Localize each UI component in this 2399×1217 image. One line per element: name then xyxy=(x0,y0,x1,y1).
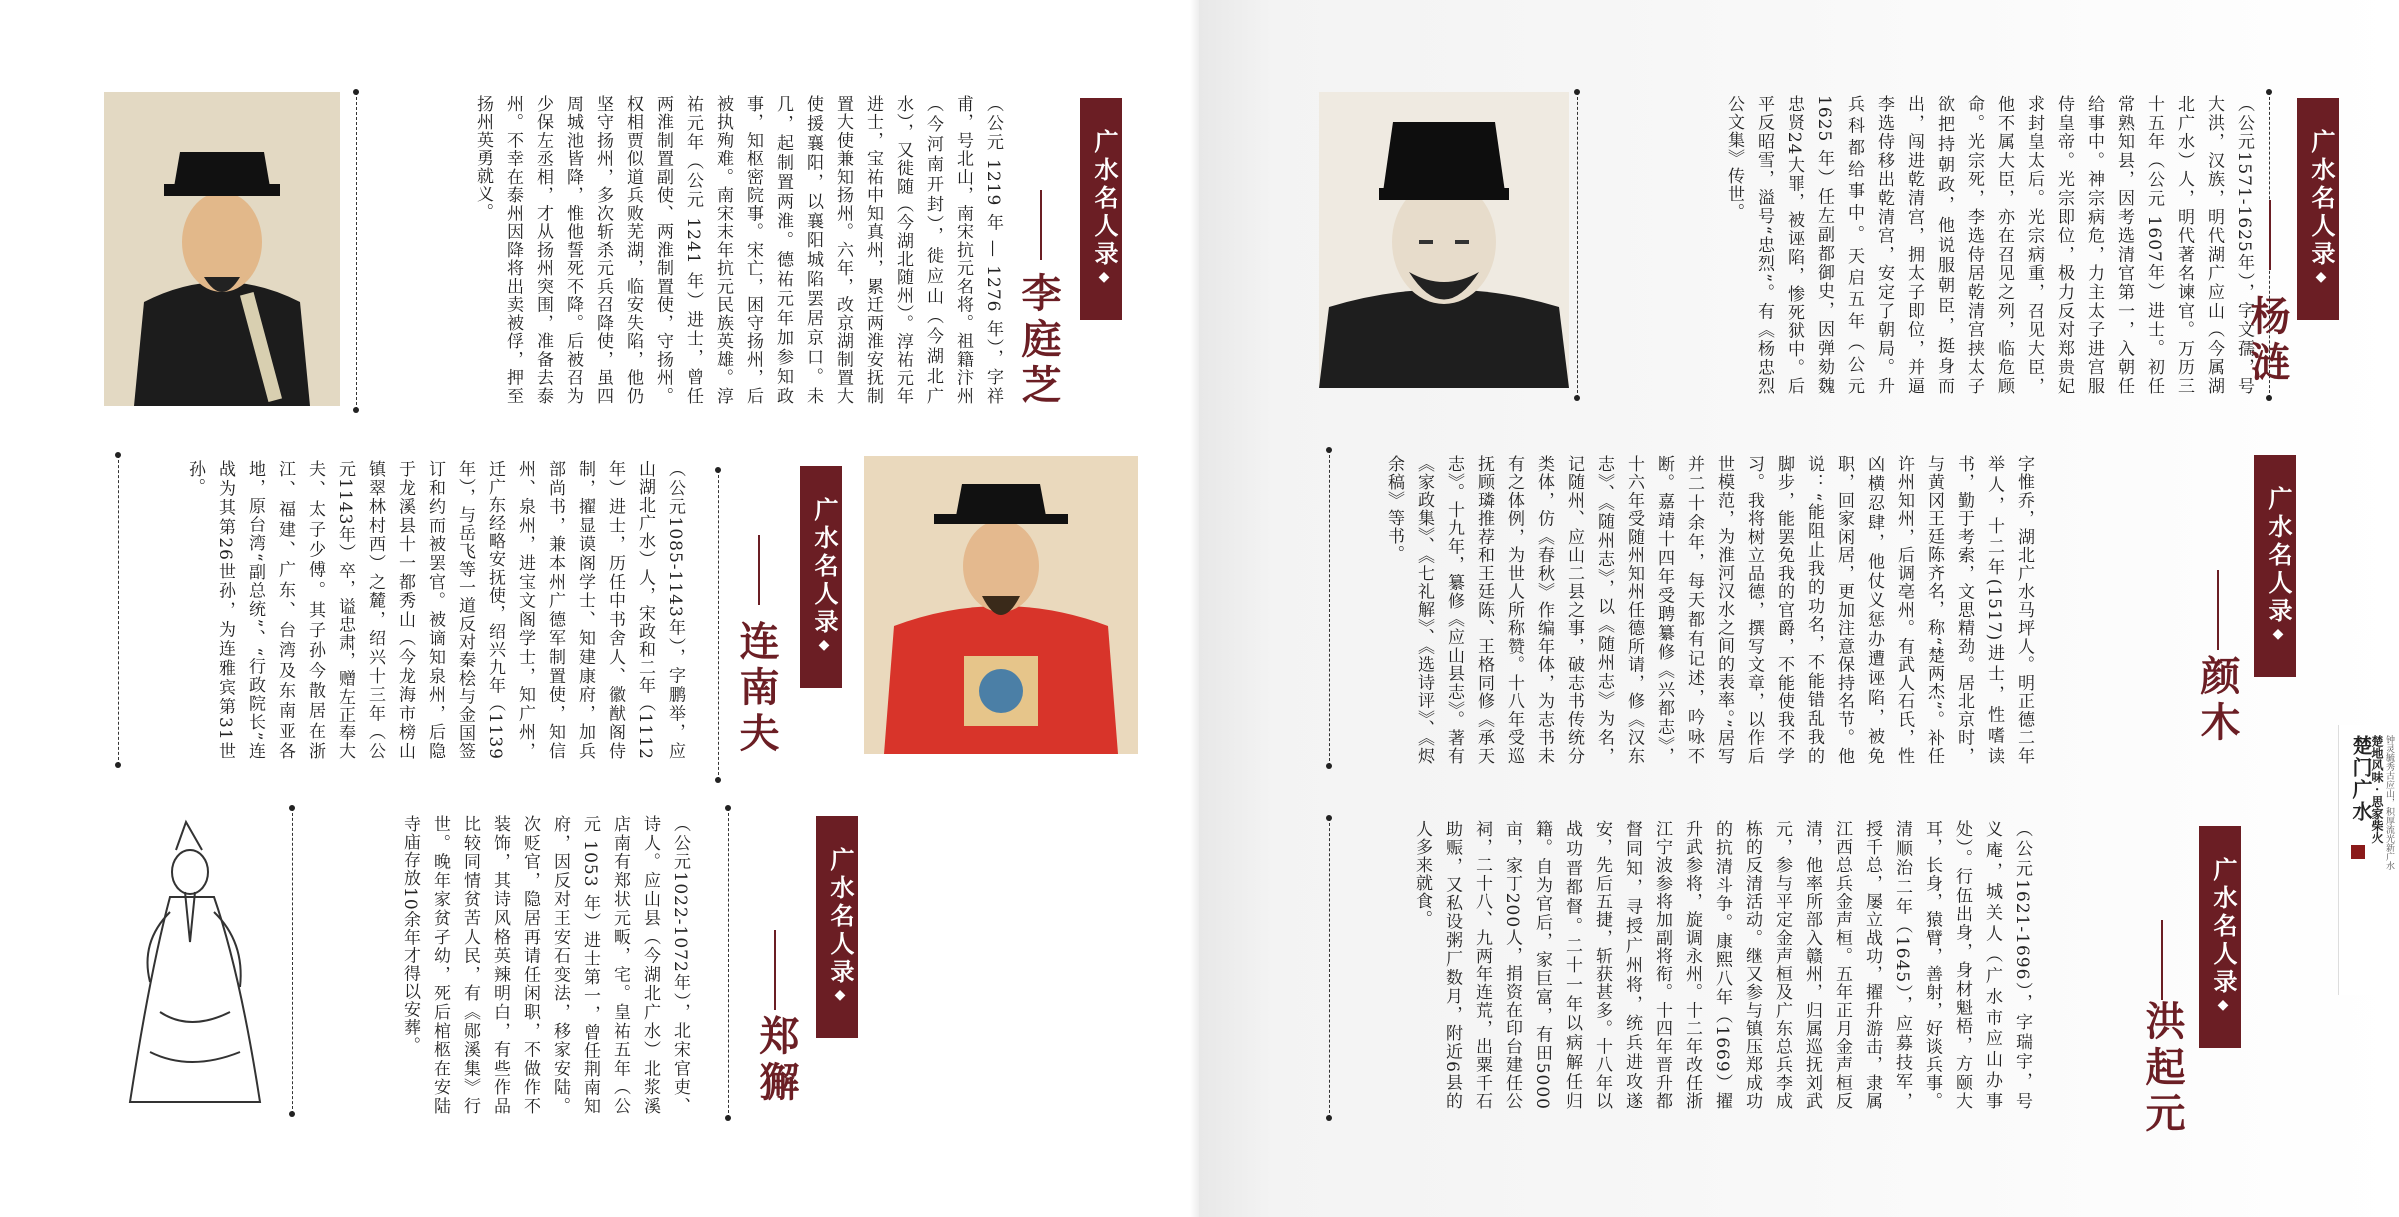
li-tingzhi-banner xyxy=(1080,98,1122,320)
yang-lian-banner-label: 广水名人录 xyxy=(2307,129,2336,269)
zheng-xie-figure-icon xyxy=(90,812,300,1114)
side-tab-seal-icon xyxy=(2351,845,2365,859)
li-tingzhi-portrait xyxy=(104,92,340,406)
yang-lian-figure-icon xyxy=(1319,92,1569,388)
lian-nanfu-divider-right xyxy=(718,470,719,780)
hong-qiyuan-banner xyxy=(2199,826,2241,1048)
lian-nanfu-bio: （公元1085-1143年），字鹏举，应山湖北广水）人，宋政和二年（1112年）进士，历任中书舍人、徽猷阁侍制，擢显谟阁学士、知建康府，加兵部尚书，兼本州广德军制置使，知信州、泉州，进宝文阁学士，知广州，迁广东经略安抚使，绍兴九年（1139年），与岳飞等一道反对秦桧与金国签订和约而被罢官。被谪知泉州，后隐于龙溪县十一都秀山（今龙海市榜山镇翠林村西）之麓，绍兴十三年（公元1143年）卒，谥忠肃，赠左正奉大夫、太子少傅。其子孙今散居在浙江、福建、广东、台湾及东南亚各地，原台湾“副总统”、“行政院长”连战为其第26世孙，为连雅宾第31世孙。 xyxy=(185,460,685,760)
yang-lian-name-dash xyxy=(2269,200,2271,270)
yang-lian-divider-left xyxy=(1577,92,1578,398)
zheng-xie-name: 郑獬 xyxy=(753,1015,800,1107)
li-tingzhi-figure-icon xyxy=(104,92,340,406)
yan-mu-bio: 字惟乔，湖北广水马坪人。明正德二年举人，十二年(1517)进士，性嗜读书，勤于考索，文思精劲。居北京时，与黄冈王廷陈齐名，称“楚两杰”。补任许州知州，后调亳州。有武人石氏，性凶横忍肆，他仗义惩办遭诬陷，被免职，回家闲居，更加注意保持名节。他说：“能阻止我的功名，不能错乱我的脚步，能罢免我的官爵，不能使我不学习。我将树立品德，撰写文章，以作后世模范，为淮河汉水之间的表率。”居写并二十余年，每天都有记述，吟咏不断。嘉靖十四年受聘纂修《兴都志》，十六年受随州知州任德所请，修《汉东志》、《随州志》，以《随州志》为名，记随州、应山二县之事，破志书传统分类体，仿《春秋》作编年体，为志书未有之体例，为世人所称赞。十八年受巡抚顾璘推荐和王廷陈、王格同修《承天志》。十九年，纂修《应山县志》。著有《家政集》、《七礼解》、《选诗评》、《烬余稿》等书。 xyxy=(1384,455,2034,765)
zheng-xie-name-dash xyxy=(774,930,776,1010)
side-tab-logo: 楚门广水 xyxy=(2349,735,2373,823)
lian-nanfu-banner-label: 广水名人录 xyxy=(810,497,839,637)
side-tab-subtitle: 钟灵毓秀古应山，积厚流光新广水 xyxy=(2384,735,2394,870)
li-tingzhi-banner-diamond-icon: ◆ xyxy=(1096,269,1112,289)
hong-qiyuan-name-dash xyxy=(2161,920,2163,1000)
li-tingzhi-name: 李庭芝 xyxy=(1015,272,1062,410)
yang-lian-portrait xyxy=(1319,92,1569,388)
zheng-xie-portrait xyxy=(90,812,300,1114)
lian-nanfu-figure-icon xyxy=(864,456,1138,754)
hong-qiyuan-bio: （公元1621-1696），字瑞宇，号义庵，城关人（广水市应山办事处）。行伍出身，身材魁梧，方颐大耳，长身，猿臂，善射，好谈兵事。清顺治二年（1645），应募技军，授千总，屡立战功，擢升游击，隶属江西总兵金声桓。五年正月金声桓反清，他率所部入赣州，归属巡抚刘武元，参与平定金声桓及广东总兵李成栋的反清活动。继又参与镇压郑成功的抗清斗争。康熙八年（1669）擢升武参将，旋调永州。十二年改任浙江宁波参将加副将衔。十四年晋升都督同知，寻授广州将，统兵进攻遂安，先后五捷，斩获甚多。十八年以战功晋都督。二十一年以病解任归籍。自为官后，家巨富，有田5000亩，家丁200人，捐资在印台建任公祠，二十八、九两年连荒，出粟千石助赈，又私设粥厂数月，附近6县的人多来就食。 xyxy=(1412,820,2032,1110)
yan-mu-divider-left xyxy=(1329,450,1330,766)
lian-nanfu-name-dash xyxy=(758,535,760,605)
zheng-xie-banner-diamond-icon: ◆ xyxy=(832,987,848,1007)
yang-lian-banner xyxy=(2297,98,2339,320)
hong-qiyuan-divider-left xyxy=(1329,818,1330,1118)
side-tab-slogan: 楚地风味 · 思家柴火 xyxy=(2370,735,2384,844)
li-tingzhi-banner-label: 广水名人录 xyxy=(1090,129,1119,269)
hong-qiyuan-banner-diamond-icon: ◆ xyxy=(2215,997,2231,1017)
zheng-xie-divider-left xyxy=(292,808,293,1114)
right-page xyxy=(1199,0,2398,1217)
lian-nanfu-divider xyxy=(118,455,119,765)
zheng-xie-bio: （公元1022-1072年），北宋官吏、诗人。应山县（今湖北广水）北浆溪店南有郑状元畈，宅。皇祐五年（公元 1053 年）进士第一，曾任荆南知府，因反对王安石变法，移家安陆。次贬官，隐居再请任闲职，不做作不装饰，其诗风格英辣明白，有些作品比较同情贫苦人民，有《郧溪集》行世。晚年家贫孑幼，死后棺柩在安陆寺庙存放10余年才得以安葬。 xyxy=(400,815,690,1115)
yang-lian-name: 杨涟 xyxy=(2244,295,2291,387)
zheng-xie-banner xyxy=(816,816,858,1038)
yan-mu-name: 颜木 xyxy=(2194,655,2241,747)
side-tab xyxy=(2338,725,2399,995)
li-tingzhi-name-dash xyxy=(1040,190,1042,260)
yang-lian-bio: （公元1571-1625年），字文孺，号大洪，汉族，明代湖广应山（今属湖北广水）人，明代著名谏官。万历三十五年（公元 1607年）进士。初任常熟知县，因考选清官第一，入朝任给事中。神宗病危，力主太子进宫服侍皇帝。光宗即位，极力反对郑贵妃求封皇太后。光宗病重，召见大臣，他不属大臣，亦在召见之列，临危顾命。光宗死，李选侍居乾清宫挟太子欲把持朝政，他说服朝臣，挺身而出，闯进乾清宫，拥太子即位，并逼李选侍移出乾清宫，安定了朝局。升兵科都给事中。天启五年（公元 1625 年）任左副都御史，因弹劾魏忠贤24大罪，被诬陷，惨死狱中。后平反昭雪，溢号“忠烈”。有《杨忠烈公文集》传世。 xyxy=(1724,95,2254,395)
hong-qiyuan-banner-label: 广水名人录 xyxy=(2209,857,2238,997)
lian-nanfu-name: 连南夫 xyxy=(733,620,780,758)
zheng-xie-banner-label: 广水名人录 xyxy=(826,847,855,987)
li-tingzhi-bio: （公元 1219 年 — 1276 年），字祥甫，号北山，南宋抗元名将。祖籍汴州（今河南开封），徙应山（今湖北广水），又徙随（今湖北随州）。淳祐元年进士，宝祐中知真州，累迁两淮安抚制置大使兼知扬州。六年，改京湖制置大使援襄阳，以襄阳城陷罢居京口。未几，起制置两淮。德祐元年加参知政事，知枢密院事。宋亡，困守扬州，后被执殉难。南宋末年抗元民族英雄。淳祐元年（公元 1241 年）进士，曾任两淮制置副使、两淮制置使，守扬州。权相贾似道兵败芜湖，临安失陷，他仍坚守扬州，多次斩杀元兵召降使，虽四周城池皆降，惟他誓死不降。后被召为少保左丞相，才从扬州突围，准备去泰州。不幸在泰州因降将出卖被俘，押至扬州英勇就义。 xyxy=(473,95,1003,405)
lian-nanfu-portrait xyxy=(864,456,1138,754)
yan-mu-banner-diamond-icon: ◆ xyxy=(2270,626,2286,646)
yang-lian-banner-diamond-icon: ◆ xyxy=(2313,269,2329,289)
hong-qiyuan-name: 洪起元 xyxy=(2139,1000,2186,1138)
yan-mu-name-dash xyxy=(2217,570,2219,650)
left-page xyxy=(0,0,1199,1217)
lian-nanfu-banner-diamond-icon: ◆ xyxy=(816,637,832,657)
yan-mu-banner-label: 广水名人录 xyxy=(2264,486,2293,626)
zheng-xie-divider-right xyxy=(728,808,729,1118)
li-tingzhi-divider xyxy=(356,92,357,410)
yan-mu-banner xyxy=(2254,455,2296,677)
lian-nanfu-banner xyxy=(800,466,842,688)
